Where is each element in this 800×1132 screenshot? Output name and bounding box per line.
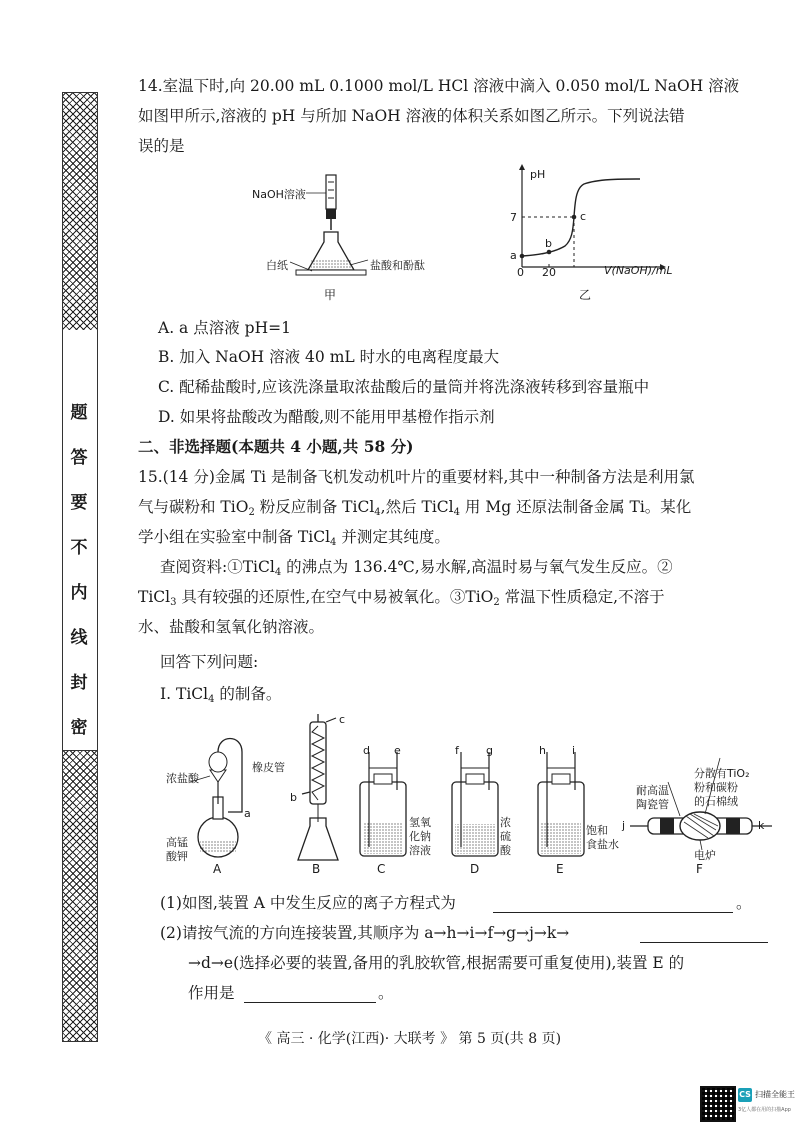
scanner-name: 扫描全能王 (755, 1090, 795, 1099)
q14-option-b: B. 加入 NaOH 溶液 40 mL 时水的电离程度最大 (158, 348, 500, 366)
point-a: a (510, 249, 517, 262)
figure-yi-caption: 乙 (579, 288, 592, 302)
q15-sub1: (1)如图,装置 A 中发生反应的离子方程式为 (160, 894, 456, 912)
binding-char: 要 (70, 493, 88, 513)
binding-char: 答 (70, 448, 88, 468)
label-kmno4: 高锰 (166, 836, 188, 849)
acid-label: 盐酸和酚酞 (370, 259, 425, 272)
caption-a: A (213, 862, 222, 876)
paper-label: 白纸 (266, 259, 288, 272)
label-rubber-tube: 橡皮管 (252, 761, 285, 774)
label-port-g: g (486, 744, 493, 757)
label-port-f: f (455, 744, 459, 757)
q15-sub2: (2)请按气流的方向连接装置,其顺序为 a→h→i→f→g→j→k→ (160, 924, 570, 942)
q15-line4 (160, 557, 673, 583)
q15-line3 (138, 527, 450, 553)
q14-option-d: D. 如果将盐酸改为醋酸,则不能用甲基橙作指示剂 (158, 408, 495, 426)
label-brine: 食盐水 (586, 838, 619, 851)
scanner-logo: CS (738, 1088, 752, 1102)
answer-blank-2[interactable] (640, 941, 768, 943)
label-tio2-mix: 粉和碳粉 (694, 781, 738, 794)
label-port-b: b (290, 791, 297, 804)
label-h2so4: 浓 (500, 816, 511, 829)
page-footer: 《 高三 · 化学(江西)· 大联考 》 第 5 页(共 8 页) (258, 1031, 562, 1047)
point-b: b (545, 237, 552, 250)
label-port-j: j (622, 819, 626, 832)
subscript: 4 (208, 694, 215, 705)
binding-char: 不 (70, 538, 88, 558)
q15-line6: 水、盐酸和氢氧化钠溶液。 (138, 618, 325, 636)
figure-jia-caption: 甲 (324, 288, 337, 302)
binding-char: 密 (70, 718, 88, 738)
binding-char: 内 (70, 583, 88, 603)
q15-line5 (138, 587, 665, 613)
caption-c: C (377, 862, 386, 876)
label-port-e: e (394, 744, 401, 757)
q15-text: 学小组在实验室中制备 TiCl (138, 528, 331, 546)
label-h2so4: 硫 (500, 830, 511, 843)
label-kmno4: 酸钾 (166, 850, 188, 863)
wash-bottle-e (538, 752, 584, 856)
q15-text: 常温下性质稳定,不溶于 (499, 588, 665, 606)
q15-sub2-tail: 作用是 (188, 984, 235, 1002)
q15-line7: 回答下列问题: (160, 653, 259, 671)
ph-tick-7: 7 (510, 211, 517, 224)
ph-y-label: pH (530, 168, 546, 181)
label-naoh-reagent: 化钠 (409, 830, 431, 843)
subscript: 4 (330, 537, 337, 548)
q15-text: 的制备。 (214, 685, 282, 703)
wash-bottle-d (452, 752, 498, 856)
point-c: c (580, 210, 587, 223)
binding-strip-top (62, 92, 98, 332)
label-ceramic-tube: 陶瓷管 (636, 798, 669, 811)
x-tick-0: 0 (517, 266, 524, 279)
q15-sub2-end: 。 (378, 984, 394, 1002)
section-heading: 二、非选择题(本题共 4 小题,共 58 分) (138, 437, 414, 456)
q15-line2 (138, 497, 691, 523)
q15-text: Ⅰ. TiCl (160, 685, 209, 703)
q15-text: 用 Mg 还原法制备金属 Ti。某化 (460, 498, 692, 516)
q15-sub1-end: 。 (736, 894, 752, 912)
q14-option-c: C. 配稀盐酸时,应该洗涤量取浓盐酸后的量筒并将洗涤液转移到容量瓶中 (158, 378, 650, 396)
label-naoh-reagent: 氢氧 (409, 816, 431, 829)
subscript: 4 (274, 567, 282, 578)
q14-line3: 误的是 (138, 137, 185, 155)
binding-char: 线 (70, 628, 88, 648)
q15-text: 的沸点为 136.4℃,易水解,高温时易与氧气发生反应。② (281, 558, 673, 576)
caption-b: B (312, 862, 321, 876)
label-tio2-mix: 分散有TiO₂ (694, 767, 750, 780)
label-h2so4: 酸 (500, 844, 511, 857)
scanner-slogan: 3亿人都在用的扫描App (738, 1107, 791, 1113)
q15-text: 气与碳粉和 TiO (138, 498, 249, 516)
subscript: 4 (453, 507, 460, 518)
x-tick-20: 20 (542, 266, 556, 279)
label-tio2-mix: 的石棉绒 (694, 795, 738, 808)
apparatus-figure (160, 712, 780, 877)
q15-text: TiCl (138, 588, 171, 606)
label-port-h: h (539, 744, 546, 757)
q15-text: 查阅资料:①TiCl (160, 558, 275, 576)
naoh-label: NaOH溶液 (252, 188, 306, 201)
answer-blank-1[interactable] (493, 911, 733, 913)
label-ceramic-tube: 耐高温 (636, 784, 669, 797)
label-port-d: d (363, 744, 370, 757)
q14-option-a: A. a 点溶液 pH=1 (158, 319, 291, 337)
subscript: 4 (374, 507, 381, 518)
qr-code (700, 1086, 736, 1122)
caption-d: D (470, 862, 480, 876)
label-furnace: 电炉 (694, 849, 716, 862)
caption-e: E (556, 862, 564, 876)
label-port-c: c (339, 713, 346, 726)
q15-text: 粉反应制备 TiCl (254, 498, 375, 516)
wash-bottle-c (360, 752, 406, 856)
label-brine: 饱和 (586, 824, 608, 837)
q14-line1: 14.室温下时,向 20.00 mL 0.1000 mol/L HCl 溶液中滴入 0.050 mol/L NaOH 溶液 (138, 77, 740, 95)
binding-char: 封 (70, 673, 88, 693)
q14-line2: 如图甲所示,溶液的 pH 与所加 NaOH 溶液的体积关系如图乙所示。下列说法错 (138, 107, 685, 125)
q15-sub2-cont: →d→e(选择必要的装置,备用的乳胶软管,根据需要可重复使用),装置 E 的 (188, 954, 685, 972)
subscript: 2 (248, 507, 255, 518)
subscript: 2 (493, 597, 500, 608)
q15-text: 并测定其纯度。 (336, 528, 450, 546)
ph-x-label: V(NaOH)/mL (604, 264, 673, 277)
label-port-a: a (244, 807, 251, 820)
q15-part1-heading (160, 684, 281, 710)
label-port-i: i (572, 744, 576, 757)
label-naoh-reagent: 溶液 (409, 844, 431, 857)
answer-blank-3[interactable] (244, 1001, 376, 1003)
subscript: 3 (170, 597, 177, 608)
label-conc-hcl: 浓盐酸 (166, 772, 199, 785)
label-port-k: k (758, 819, 765, 832)
q15-line1: 15.(14 分)金属 Ti 是制备飞机发动机叶片的重要材料,其中一种制备方法是利用氯 (138, 468, 695, 486)
q15-text: ,然后 TiCl (380, 498, 454, 516)
caption-f: F (696, 862, 703, 876)
binding-strip-bottom (62, 750, 98, 1042)
binding-char: 题 (70, 403, 88, 423)
q15-text: 具有较强的还原性,在空气中易被氧化。③TiO (176, 588, 494, 606)
